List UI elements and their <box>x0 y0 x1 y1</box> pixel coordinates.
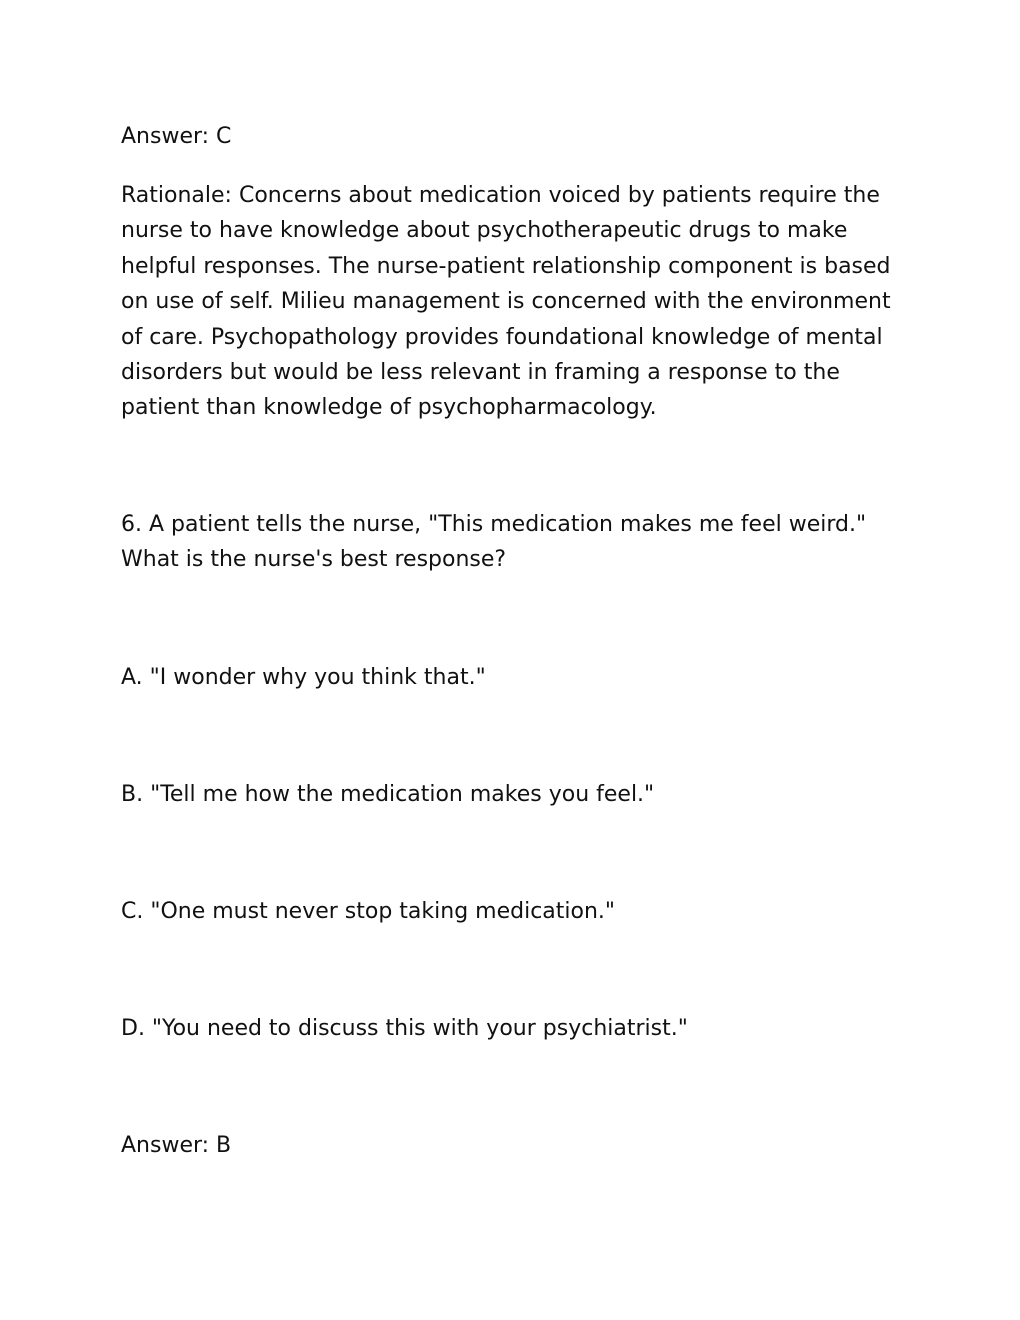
question-stem <box>121 507 901 578</box>
previous-answer: Answer: C <box>121 124 232 149</box>
option-b: B. "Tell me how the medication makes you feel." <box>121 782 655 807</box>
rationale-line: disorders but would be less relevant in framing a response to the <box>121 360 840 386</box>
option-d: D. "You need to discuss this with your psychiatrist." <box>121 1016 688 1041</box>
answer: Answer: B <box>121 1133 232 1158</box>
rationale-line: patient than knowledge of psychopharmacology. <box>121 395 657 421</box>
question-line: What is the nurse's best response? <box>121 547 507 573</box>
rationale-line: Rationale: Concerns about medication voiced by patients require the <box>121 183 880 208</box>
option-a: A. "I wonder why you think that." <box>121 665 486 690</box>
rationale-line: nurse to have knowledge about psychotherapeutic drugs to make <box>121 218 848 244</box>
option-c: C. "One must never stop taking medication." <box>121 899 616 924</box>
rationale-line: of care. Psychopathology provides foundational knowledge of mental <box>121 324 883 350</box>
rationale-paragraph <box>121 178 901 426</box>
rationale-line: helpful responses. The nurse-patient relationship component is based <box>121 253 891 279</box>
question-line: 6. A patient tells the nurse, "This medication makes me feel weird." <box>121 512 867 537</box>
rationale-line: on use of self. Milieu management is concerned with the environment <box>121 289 891 315</box>
